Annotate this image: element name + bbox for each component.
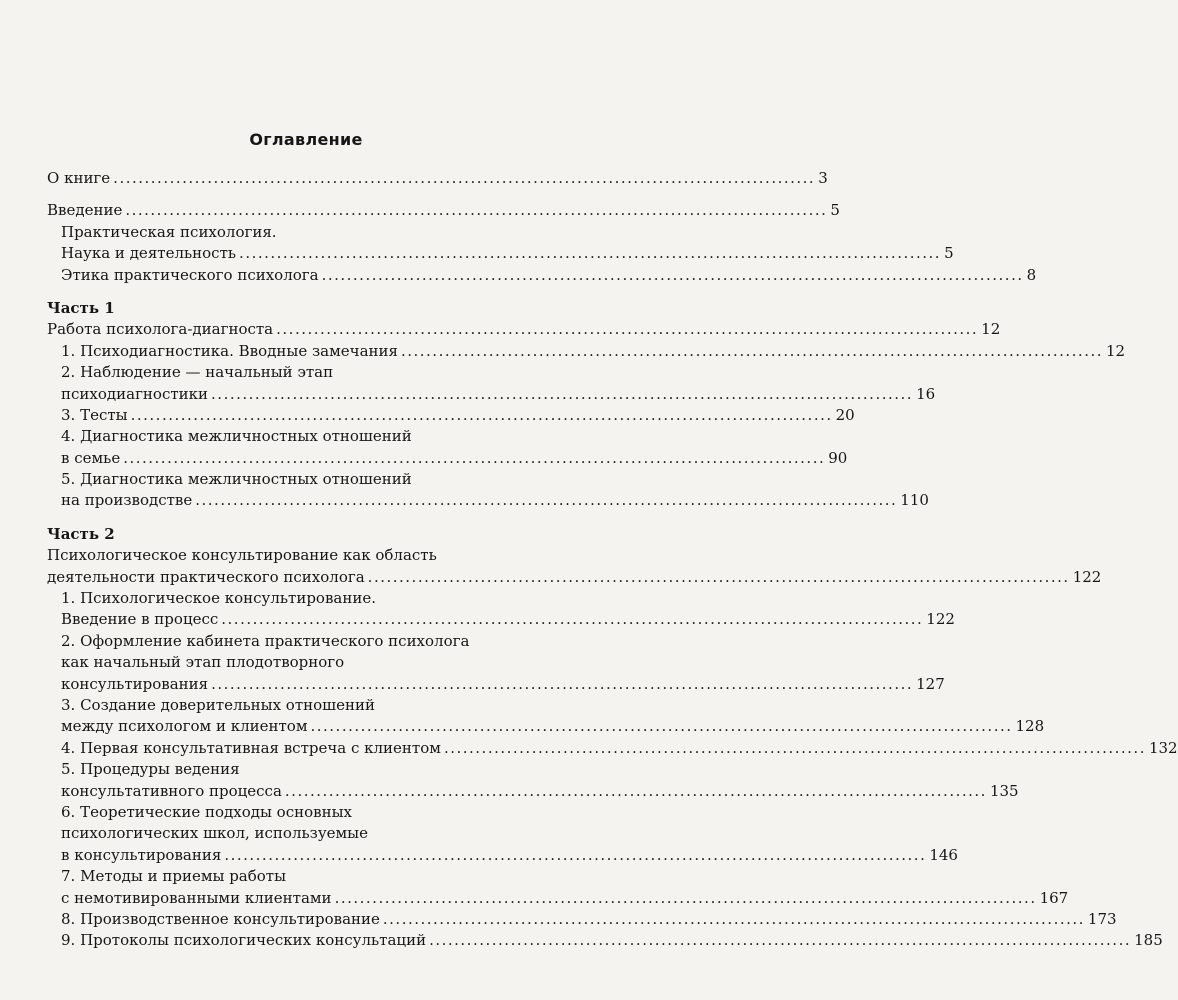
toc-entry [47,362,544,383]
dot-leader: ................................................................................................................ [310,717,1013,736]
dot-leader: ................................................................................................................ [130,405,833,424]
toc-entry [47,609,955,630]
toc-entry-text: 6. Теоретические подходы основных [61,802,352,821]
toc-entry [47,909,1117,930]
toc-entry-text: на производстве [61,491,193,510]
part-2-heading [47,524,544,545]
toc-entry-page: 122 [926,610,955,629]
toc-entry-page: 110 [900,491,929,510]
toc-entry-text: Этика практического психолога [61,265,319,284]
page-title: Оглавление [249,130,363,149]
toc-entry-text: 1. Психологическое консультирование. [61,589,376,608]
toc-entry [47,695,544,716]
toc-entry-text: 4. Первая консультативная встреча с клиентом [61,738,441,757]
toc-entry [47,802,544,823]
toc-entry [47,888,1069,909]
part-2-title [47,567,1102,588]
dot-leader: ................................................................................................................ [334,888,1037,907]
toc-entry [47,930,1163,951]
toc-entry-page: 5 [944,244,954,263]
toc-entry-page: 5 [830,201,840,220]
dot-leader: ................................................................................................................ [195,491,898,510]
toc-entry-page: 3 [818,169,828,187]
dot-leader: ................................................................................................................ [382,909,1085,928]
toc-entry [47,384,936,405]
toc-entry-page: 12 [981,320,1001,339]
toc-entry-page: 146 [929,845,958,864]
toc-entry-text: О книге [47,169,111,187]
dot-leader: ................................................................................................................ [367,567,1070,586]
toc-entry-intro [47,200,840,221]
toc-entry-text: 2. Наблюдение — начальный этап [61,363,334,382]
toc-entry [47,738,1178,759]
part-label: Часть 2 [47,524,115,543]
toc-entry-page: 132 [1148,738,1178,757]
toc-entry-page: 185 [1134,931,1163,950]
part-1-heading [47,298,544,319]
toc-entry [47,845,958,866]
toc-entry-text: в семье [61,448,121,467]
toc-entry [47,588,544,609]
dot-leader: ................................................................................................................ [321,265,1024,284]
dot-leader: ................................................................................................................ [221,610,924,629]
toc-entry-text: Введение в процесс [61,610,219,629]
toc-entry-text: 7. Методы и приемы работы [61,867,287,886]
toc-entry-text: 5. Процедуры ведения [61,760,240,779]
dot-leader: ................................................................................................................ [224,845,927,864]
toc-entry [47,652,544,673]
toc-entry-text: 4. Диагностика межличностных отношений [61,427,412,446]
dot-leader: ................................................................................................................ [239,244,942,263]
toc-entry [47,426,544,447]
dot-leader: ................................................................................................................ [113,169,816,187]
dot-leader: ................................................................................................................ [211,674,914,693]
toc-entry-text: 9. Протоколы психологических консультаций [61,931,427,950]
toc-entry-text: 2. Оформление кабинета практического психолога [61,631,470,650]
toc-entry-text: Психологическое консультирование как область [47,546,437,565]
toc-entry-text: 8. Производственное консультирование [61,909,380,928]
toc-entry-intro-sub [47,265,1037,286]
toc-entry-text: с немотивированными клиентами [61,888,332,907]
toc-entry-text: 5. Диагностика межличностных отношений [61,470,412,489]
toc-entry [47,759,544,780]
toc-entry-text: 3. Создание доверительных отношений [61,695,375,714]
toc-entry [47,469,544,490]
toc-entry-page: 90 [828,448,848,467]
toc-entry [47,866,544,887]
toc-entry-text: Наука и деятельность [61,244,237,263]
toc-entry [47,448,848,469]
toc-entry-text: консультативного процесса [61,781,282,800]
dot-leader: ................................................................................................................ [125,201,828,220]
dot-leader: ................................................................................................................ [276,320,979,339]
toc-entry [47,405,855,426]
dot-leader: ................................................................................................................ [443,738,1146,757]
toc-entry-page: 135 [989,781,1019,800]
toc-entry-page: 173 [1087,909,1117,928]
table-of-contents [47,168,1178,952]
toc-entry-page: 16 [916,384,936,403]
toc-entry-about [47,168,828,189]
toc-entry-text: в консультирования [61,845,222,864]
toc-entry-text: как начальный этап плодотворного [61,653,345,672]
toc-entry-text: психологических школ, используемые [61,824,369,843]
dot-leader: ................................................................................................................ [400,341,1103,360]
toc-entry [47,823,544,844]
toc-entry [47,631,544,652]
dot-leader: ................................................................................................................ [211,384,914,403]
toc-entry-text: между психологом и клиентом [61,717,308,736]
dot-leader: ................................................................................................................ [429,931,1132,950]
toc-entry-page: 127 [916,674,945,693]
toc-entry-intro-sub [47,243,954,264]
toc-entry-page: 20 [835,405,855,424]
toc-entry-text: деятельности практического психолога [47,567,365,586]
toc-entry-text: Введение [47,201,123,220]
part-1-title [47,319,1001,340]
toc-entry-text: Практическая психология. [61,222,277,241]
toc-entry [47,716,1045,737]
toc-entry [47,674,945,695]
part-label: Часть 1 [47,298,115,317]
dot-leader: ................................................................................................................ [123,448,826,467]
toc-entry-page: 122 [1072,567,1102,586]
toc-entry [47,781,1019,802]
toc-entry-text: Работа психолога-диагноста [47,320,274,339]
toc-entry-intro-sub [47,222,544,243]
toc-entry-text: консультирования [61,674,209,693]
toc-entry-page: 128 [1015,717,1045,736]
part-2-title-line [47,545,544,566]
toc-entry-text: психодиагностики [61,384,209,403]
toc-entry-page: 12 [1106,341,1126,360]
toc-entry [47,490,929,511]
toc-entry [47,341,1126,362]
toc-entry-text: 1. Психодиагностика. Вводные замечания [61,341,398,360]
toc-entry-text: 3. Тесты [61,405,128,424]
toc-entry-page: 8 [1026,265,1037,284]
dot-leader: ................................................................................................................ [284,781,987,800]
toc-entry-page: 167 [1039,888,1069,907]
